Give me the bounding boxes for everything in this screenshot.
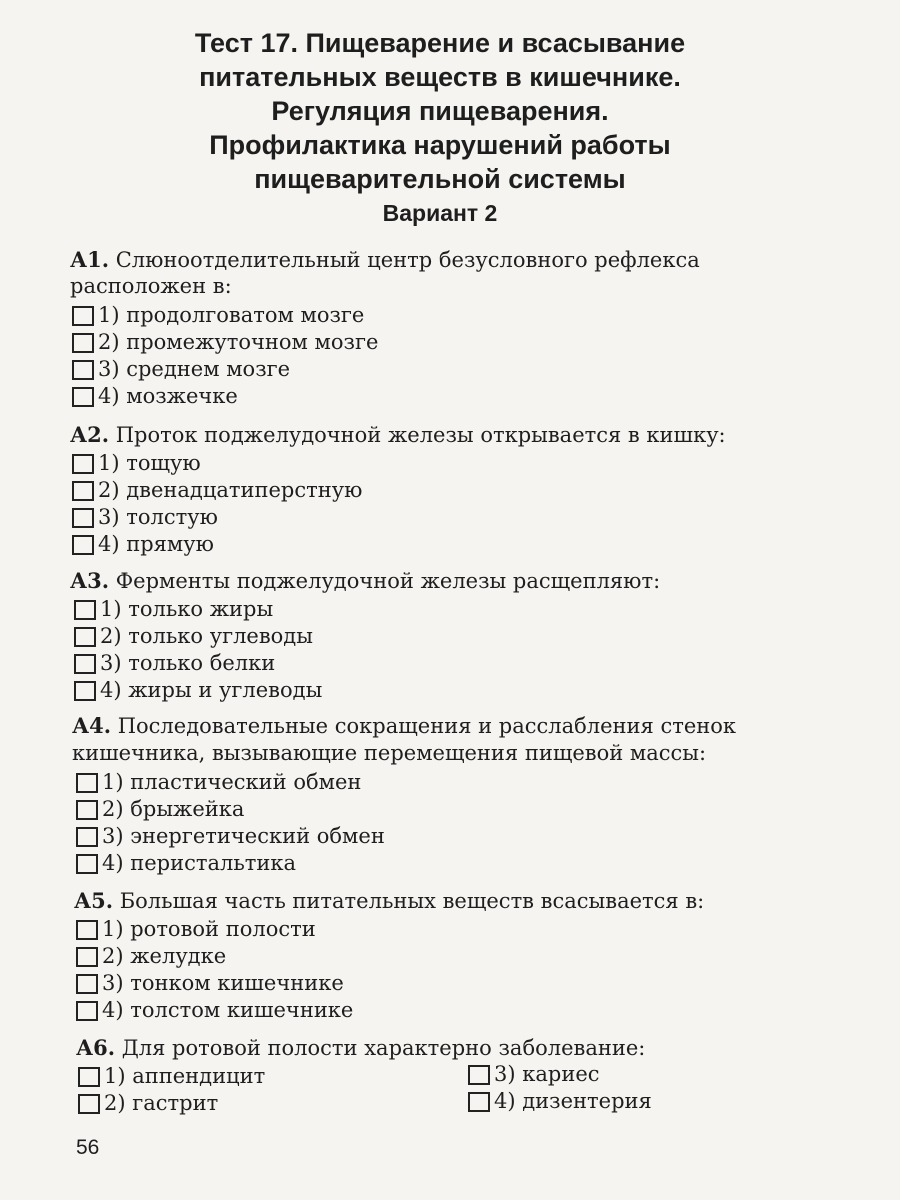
variant-heading: Вариант 2 bbox=[382, 200, 498, 226]
option-a5-2[interactable] bbox=[76, 943, 226, 970]
option-label: 2) брыжейка bbox=[102, 797, 245, 821]
checkbox[interactable] bbox=[74, 627, 96, 647]
checkbox[interactable] bbox=[72, 535, 94, 555]
option-label: 1) аппендицит bbox=[104, 1064, 266, 1088]
option-label: 3) энергетический обмен bbox=[102, 824, 385, 848]
option-label: 3) только белки bbox=[100, 651, 276, 675]
question-number: А5. bbox=[74, 888, 114, 913]
checkbox[interactable] bbox=[76, 827, 98, 847]
option-a4-3[interactable] bbox=[76, 823, 385, 850]
question-number: А6. bbox=[76, 1035, 116, 1060]
question-text-cont: кишечника, вызывающие перемещения пищевой массы: bbox=[72, 741, 707, 765]
option-label: 1) тощую bbox=[98, 451, 201, 475]
option-a6-3[interactable] bbox=[468, 1061, 600, 1088]
checkbox[interactable] bbox=[76, 920, 98, 940]
checkbox[interactable] bbox=[76, 773, 98, 793]
option-label: 2) двенадцатиперстную bbox=[98, 478, 363, 502]
question-a1 bbox=[70, 246, 700, 274]
option-a6-2[interactable] bbox=[78, 1090, 218, 1117]
page-number: 56 bbox=[76, 1136, 100, 1159]
option-a6-4[interactable] bbox=[468, 1088, 652, 1115]
option-a2-2[interactable] bbox=[72, 477, 362, 504]
checkbox[interactable] bbox=[78, 1094, 100, 1114]
option-label: 3) тонком кишечнике bbox=[102, 971, 344, 995]
question-text-cont: расположен в: bbox=[70, 274, 232, 298]
option-label: 4) перистальтика bbox=[102, 851, 297, 875]
question-number: А2. bbox=[70, 422, 110, 447]
checkbox[interactable] bbox=[468, 1065, 490, 1085]
checkbox[interactable] bbox=[76, 974, 98, 994]
checkbox[interactable] bbox=[72, 481, 94, 501]
option-label: 1) продолговатом мозге bbox=[98, 303, 365, 327]
option-a3-3[interactable] bbox=[74, 650, 275, 677]
question-number: А1. bbox=[70, 247, 110, 272]
question-a5 bbox=[74, 887, 704, 915]
option-label: 4) жиры и углеводы bbox=[100, 678, 323, 702]
option-a4-1[interactable] bbox=[76, 769, 361, 796]
option-a1-2[interactable] bbox=[72, 329, 378, 356]
checkbox[interactable] bbox=[72, 306, 94, 326]
option-a2-4[interactable] bbox=[72, 531, 214, 558]
option-label: 2) гастрит bbox=[104, 1091, 219, 1115]
checkbox[interactable] bbox=[72, 360, 94, 380]
checkbox[interactable] bbox=[74, 681, 96, 701]
option-a3-1[interactable] bbox=[74, 596, 273, 623]
checkbox[interactable] bbox=[76, 854, 98, 874]
option-label: 2) только углеводы bbox=[100, 624, 313, 648]
question-text: Последовательные сокращения и расслабления стенок bbox=[117, 714, 737, 738]
option-label: 1) ротовой полости bbox=[102, 917, 316, 941]
option-label: 4) прямую bbox=[98, 532, 214, 556]
checkbox[interactable] bbox=[74, 654, 96, 674]
option-a1-1[interactable] bbox=[72, 302, 364, 329]
question-number: А3. bbox=[70, 568, 110, 593]
checkbox[interactable] bbox=[72, 454, 94, 474]
option-a2-3[interactable] bbox=[72, 504, 218, 531]
question-text: Большая часть питательных веществ всасывается в: bbox=[119, 889, 705, 913]
question-text: Проток поджелудочной железы открывается в кишку: bbox=[115, 423, 726, 447]
option-label: 4) толстом кишечнике bbox=[102, 998, 354, 1022]
option-label: 3) кариес bbox=[494, 1062, 600, 1086]
checkbox[interactable] bbox=[78, 1067, 100, 1087]
checkbox[interactable] bbox=[72, 508, 94, 528]
option-a3-4[interactable] bbox=[74, 677, 322, 704]
option-a5-4[interactable] bbox=[76, 997, 353, 1024]
question-number: А4. bbox=[72, 713, 112, 738]
option-a2-1[interactable] bbox=[72, 450, 201, 477]
option-label: 3) среднем мозге bbox=[98, 357, 291, 381]
question-text: Для ротовой полости характерно заболевание: bbox=[121, 1036, 646, 1060]
title-line: Профилактика нарушений работы bbox=[209, 130, 671, 160]
option-a5-3[interactable] bbox=[76, 970, 344, 997]
option-a4-4[interactable] bbox=[76, 850, 296, 877]
title-line: Регуляция пищеварения. bbox=[271, 96, 609, 126]
title-line: Тест 17. Пищеварение и всасывание bbox=[194, 28, 686, 58]
option-label: 3) толстую bbox=[98, 505, 218, 529]
question-a2 bbox=[70, 421, 726, 449]
question-a3 bbox=[70, 567, 660, 595]
test-title bbox=[60, 26, 820, 196]
option-a1-3[interactable] bbox=[72, 356, 290, 383]
checkbox[interactable] bbox=[72, 387, 94, 407]
option-label: 1) пластический обмен bbox=[102, 770, 362, 794]
question-text: Ферменты поджелудочной железы расщепляют: bbox=[115, 569, 661, 593]
option-label: 1) только жиры bbox=[100, 597, 274, 621]
option-a5-1[interactable] bbox=[76, 916, 316, 943]
question-a4 bbox=[72, 712, 736, 740]
title-line: пищеварительной системы bbox=[254, 164, 626, 194]
question-a6 bbox=[76, 1034, 645, 1062]
question-text: Слюноотделительный центр безусловного рефлекса bbox=[115, 248, 700, 272]
option-label: 4) дизентерия bbox=[494, 1089, 652, 1113]
option-a3-2[interactable] bbox=[74, 623, 313, 650]
checkbox[interactable] bbox=[74, 600, 96, 620]
checkbox[interactable] bbox=[76, 947, 98, 967]
checkbox[interactable] bbox=[76, 800, 98, 820]
checkbox[interactable] bbox=[72, 333, 94, 353]
option-a6-1[interactable] bbox=[78, 1063, 265, 1090]
option-a4-2[interactable] bbox=[76, 796, 244, 823]
checkbox[interactable] bbox=[76, 1001, 98, 1021]
checkbox[interactable] bbox=[468, 1092, 490, 1112]
option-label: 2) желудке bbox=[102, 944, 227, 968]
option-label: 2) промежуточном мозге bbox=[98, 330, 379, 354]
option-a1-4[interactable] bbox=[72, 383, 238, 410]
option-label: 4) мозжечке bbox=[98, 384, 238, 408]
title-line: питательных веществ в кишечнике. bbox=[199, 62, 681, 92]
